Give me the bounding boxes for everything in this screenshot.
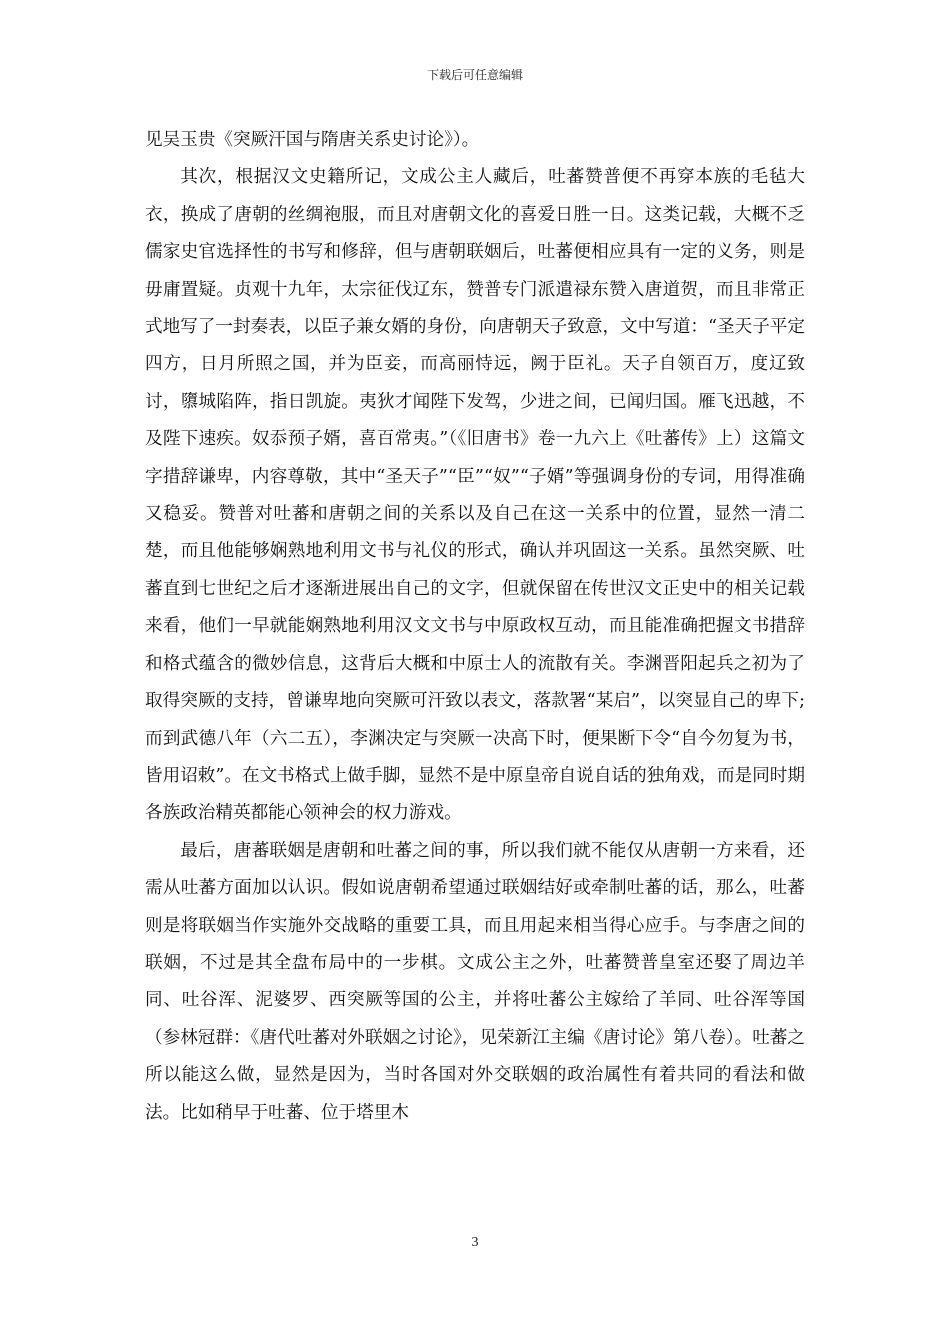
- paragraph: 其次，根据汉文史籍所记，文成公主人藏后，吐蕃赞普便不再穿本族的毛毡大衣，换成了唐朝的丝绸袍服，而且对唐朝文化的喜爱日胜一日。这类记载，大概不乏儒家史官选择性的书写和修辞，但与唐朝联姻后，吐蕃便相应具有一定的义务，则是毋庸置疑。贞观十九年，太宗征伐辽东，赞普专门派遣禄东赞入唐道贺，而且非常正式地写了一封奏表，以臣子兼女婿的身份，向唐朝天子致意，文中写道：“圣天子平定四方，日月所照之国，并为臣妾，而高丽恃远，阙于臣礼。天子自领百万，度辽致讨，隳城陷阵，指日凯旋。夷狄才闻陛下发驾，少进之间，已闻归国。雁飞迅越，不及陛下速疾。奴忝预子婿，喜百常夷。”（《旧唐书》卷一九六上《吐蕃传》上）这篇文字措辞谦卑，内容尊敬，其中“圣天子”“臣”“奴”“子婿”等强调身份的专词，用得准确又稳妥。赞普对吐蕃和唐朝之间的关系以及自己在这一关系中的位置，显然一清二楚，而且他能够娴熟地利用文书与礼仪的形式，确认并巩固这一关系。虽然突厥、吐蕃直到七世纪之后才逐渐进展出自己的文字，但就保留在传世汉文正史中的相关记载来看，他们一早就能娴熟地利用汉文文书与中原政权互动，而且能准确把握文书措辞和格式蕴含的微妙信息，这背后大概和中原士人的流散有关。李渊晋阳起兵之初为了取得突厥的支持，曾谦卑地向突厥可汗致以表文，落款署“某启”，以突显自己的卑下;而到武德八年（六二五），李渊决定与突厥一决高下时，便果断下令“自今勿复为书，皆用诏敕”。在文书格式上做手脚，显然不是中原皇帝自说自话的独角戏，而是同时期各族政治精英都能心领神会的权力游戏。: [145, 167, 805, 824]
- paragraph-continuation: 见吴玉贵《突厥汗国与隋唐关系史讨论》）。: [145, 130, 480, 150]
- paragraph: 最后，唐蕃联姻是唐朝和吐蕃之间的事，所以我们就不能仅从唐朝一方来看，还需从吐蕃方面加以认识。假如说唐朝希望通过联姻结好或牵制吐蕃的话，那么，吐蕃则是将联姻当作实施外交战略的重要工具，而且用起来相当得心应手。与李唐之间的联姻，不过是其全盘布局中的一步棋。文成公主之外，吐蕃赞普皇室还娶了周边羊同、吐谷浑、泥婆罗、西突厥等国的公主，并将吐蕃公主嫁给了羊同、吐谷浑等国（参林冠群：《唐代吐蕃对外联姻之讨论》，见荣新江主编《唐讨论》第八卷）。吐蕃之所以能这么做，显然是因为，当时各国对外交联姻的政治属性有着共同的看法和做法。比如稍早于吐蕃、位于塔里木: [145, 840, 805, 1123]
- page-header: 下载后可任意编辑: [426, 68, 523, 82]
- document-body: [145, 122, 805, 1132]
- page-number: 3: [471, 1235, 479, 1250]
